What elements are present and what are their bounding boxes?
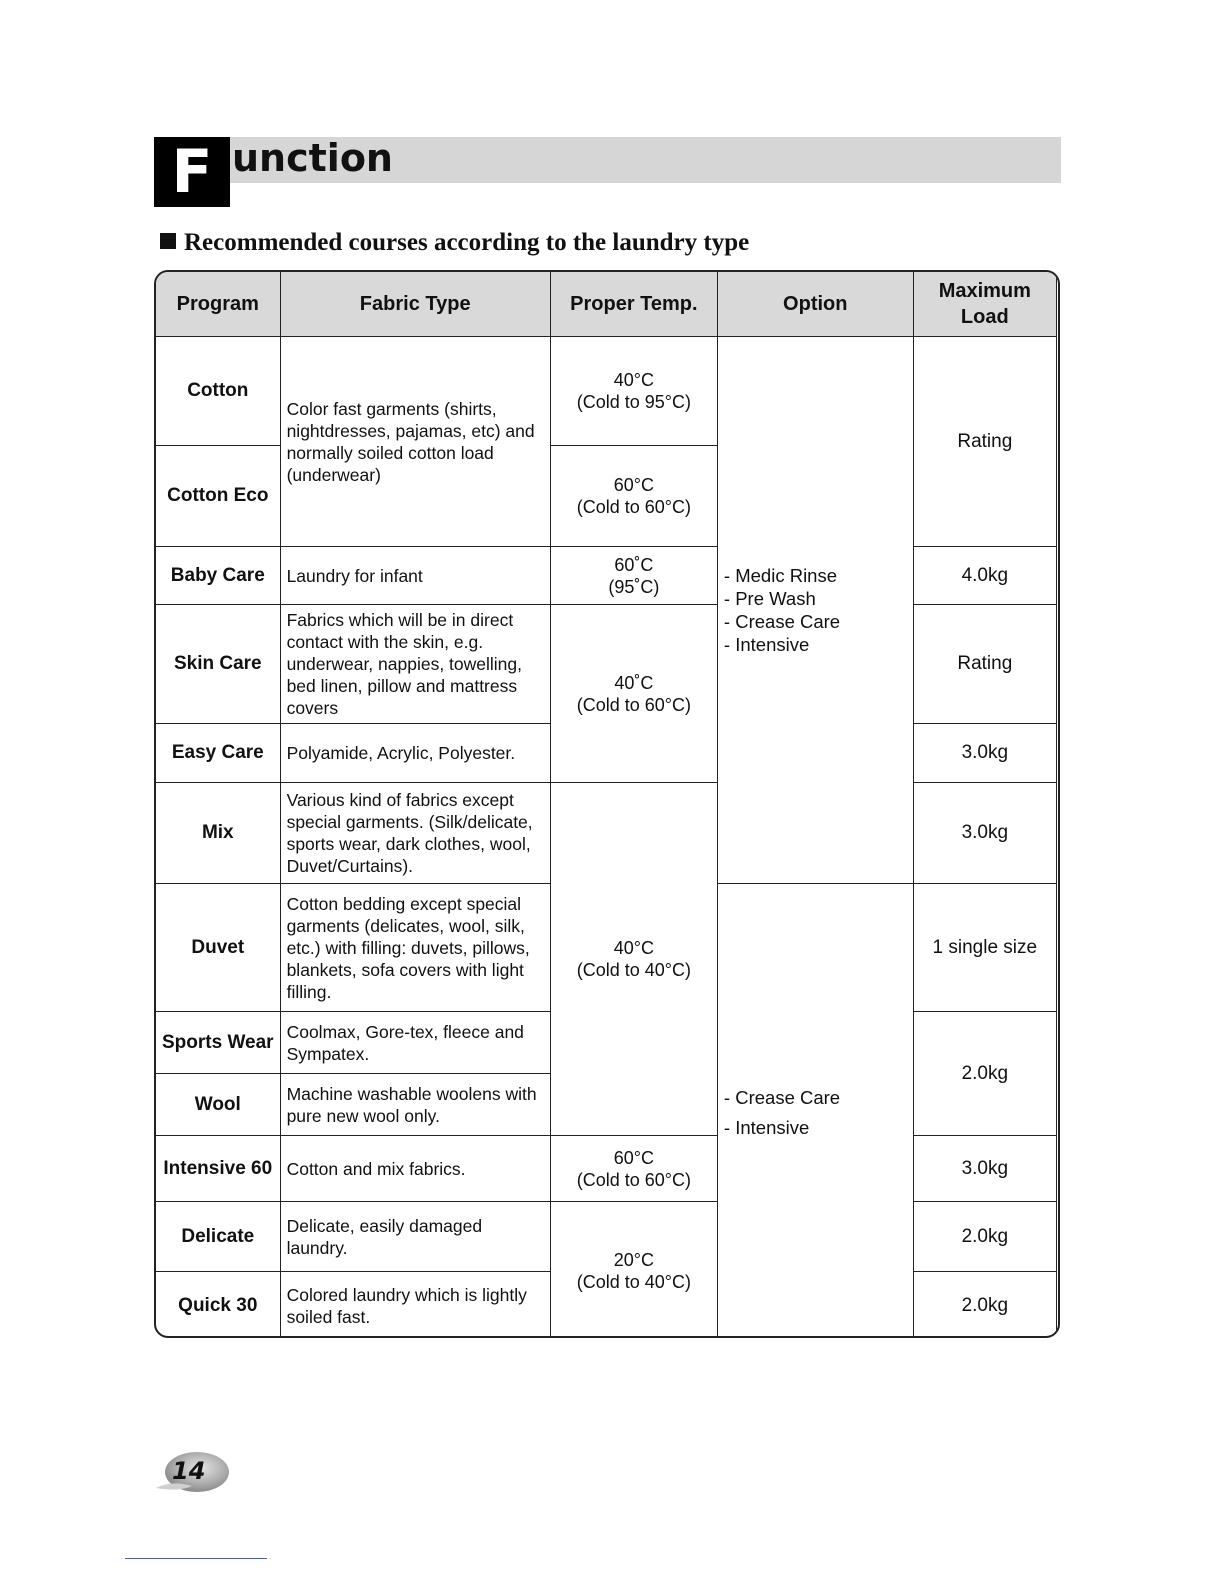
program-cell: Intensive 60 [156,1136,281,1202]
table-row [156,337,1057,446]
header-initial-letter: F [154,137,230,207]
fabric-cell: Cotton and mix fabrics. [280,1136,550,1202]
fabric-cell: Laundry for infant [280,547,550,605]
load-cell: 4.0kg [913,547,1056,605]
option-item: - Pre Wash [723,588,816,609]
fabric-cell: Color fast garments (shirts, nightdresses, pajamas, etc) and normally soiled cotton load (underwear) [280,337,550,547]
footer-rule [125,1558,267,1559]
load-cell: 3.0kg [913,724,1056,783]
fabric-cell: Machine washable woolens with pure new wool only. [280,1074,550,1136]
temp-cell [550,446,717,547]
option-item: - Intensive [723,634,810,655]
section-title-text: Recommended courses according to the laundry type [184,229,750,256]
option-item: - Medic Rinse [723,565,838,586]
section-title [160,228,749,258]
load-cell: 1 single size [913,884,1056,1012]
program-cell: Baby Care [156,547,281,605]
temp-range: (Cold to 40°C) [576,960,691,980]
courses-table-frame [154,270,1060,1338]
temp-value: 60˚C [614,554,654,575]
load-cell: 2.0kg [913,1272,1056,1339]
load-cell: 2.0kg [913,1012,1056,1136]
program-cell: Quick 30 [156,1272,281,1339]
option-cell [717,337,913,884]
option-item: - Intensive [723,1116,810,1138]
temp-cell [550,1202,717,1339]
page-title: unction [232,136,393,180]
program-cell: Cotton Eco [156,446,281,547]
program-cell: Wool [156,1074,281,1136]
fabric-cell: Fabrics which will be in direct contact with the skin, e.g. underwear, nappies, towelling, bed linen, pillow and mattress covers [280,605,550,724]
temp-cell [550,337,717,446]
table-row [156,547,1057,605]
load-cell: 3.0kg [913,783,1056,884]
temp-cell [550,547,717,605]
page-number: 14 [172,1457,206,1485]
program-cell: Sports Wear [156,1012,281,1074]
temp-cell [550,605,717,783]
temp-range: (Cold to 60°C) [576,694,691,715]
program-cell: Delicate [156,1202,281,1272]
temp-value: 40°C [613,370,654,390]
load-cell: 3.0kg [913,1136,1056,1202]
temp-range: (Cold to 40°C) [576,1272,691,1292]
temp-range: (Cold to 60°C) [576,1169,691,1190]
table-row [156,605,1057,724]
col-header-option: Option [717,272,913,337]
option-cell [717,884,913,1339]
temp-value: 60°C [613,475,654,495]
table-row [156,783,1057,884]
temp-value: 60°C [613,1147,654,1168]
col-header-program: Program [156,272,281,337]
table-row [156,1202,1057,1272]
fabric-cell: Various kind of fabrics except special garments. (Silk/delicate, sports wear, dark clothes, wool, Duvet/Curtains). [280,783,550,884]
fabric-cell: Delicate, easily damaged laundry. [280,1202,550,1272]
program-cell: Easy Care [156,724,281,783]
temp-value: 40˚C [614,672,654,693]
temp-range: (Cold to 60°C) [576,497,691,517]
fabric-cell: Coolmax, Gore-tex, fleece and Sympatex. [280,1012,550,1074]
temp-range: (95˚C) [608,576,660,597]
program-cell: Skin Care [156,605,281,724]
col-header-maximum-load [913,272,1056,337]
load-cell: Rating [913,337,1056,547]
temp-cell [550,1136,717,1202]
option-item: - Crease Care [723,1086,841,1108]
col-header-fabric-type: Fabric Type [280,272,550,337]
col-header-maximum-load-text: Maximum Load [938,280,1031,328]
program-cell: Cotton [156,337,281,446]
fabric-cell: Cotton bedding except special garments (delicates, wool, silk, etc.) with filling: duvets, pillows, blankets, sofa covers with light filling. [280,884,550,1012]
courses-table [155,271,1057,1338]
temp-value: 40°C [613,938,654,958]
option-item: - Crease Care [723,611,841,632]
program-cell: Mix [156,783,281,884]
bullet-square-icon [160,233,176,249]
temp-value: 20°C [613,1250,654,1270]
temp-cell [550,783,717,1136]
load-cell: 2.0kg [913,1202,1056,1272]
table-header-row [156,272,1057,337]
fabric-cell: Polyamide, Acrylic, Polyester. [280,724,550,783]
load-cell: Rating [913,605,1056,724]
program-cell: Duvet [156,884,281,1012]
temp-range: (Cold to 95°C) [576,392,691,412]
col-header-proper-temp: Proper Temp. [550,272,717,337]
table-row [156,1136,1057,1202]
fabric-cell: Colored laundry which is lightly soiled fast. [280,1272,550,1339]
